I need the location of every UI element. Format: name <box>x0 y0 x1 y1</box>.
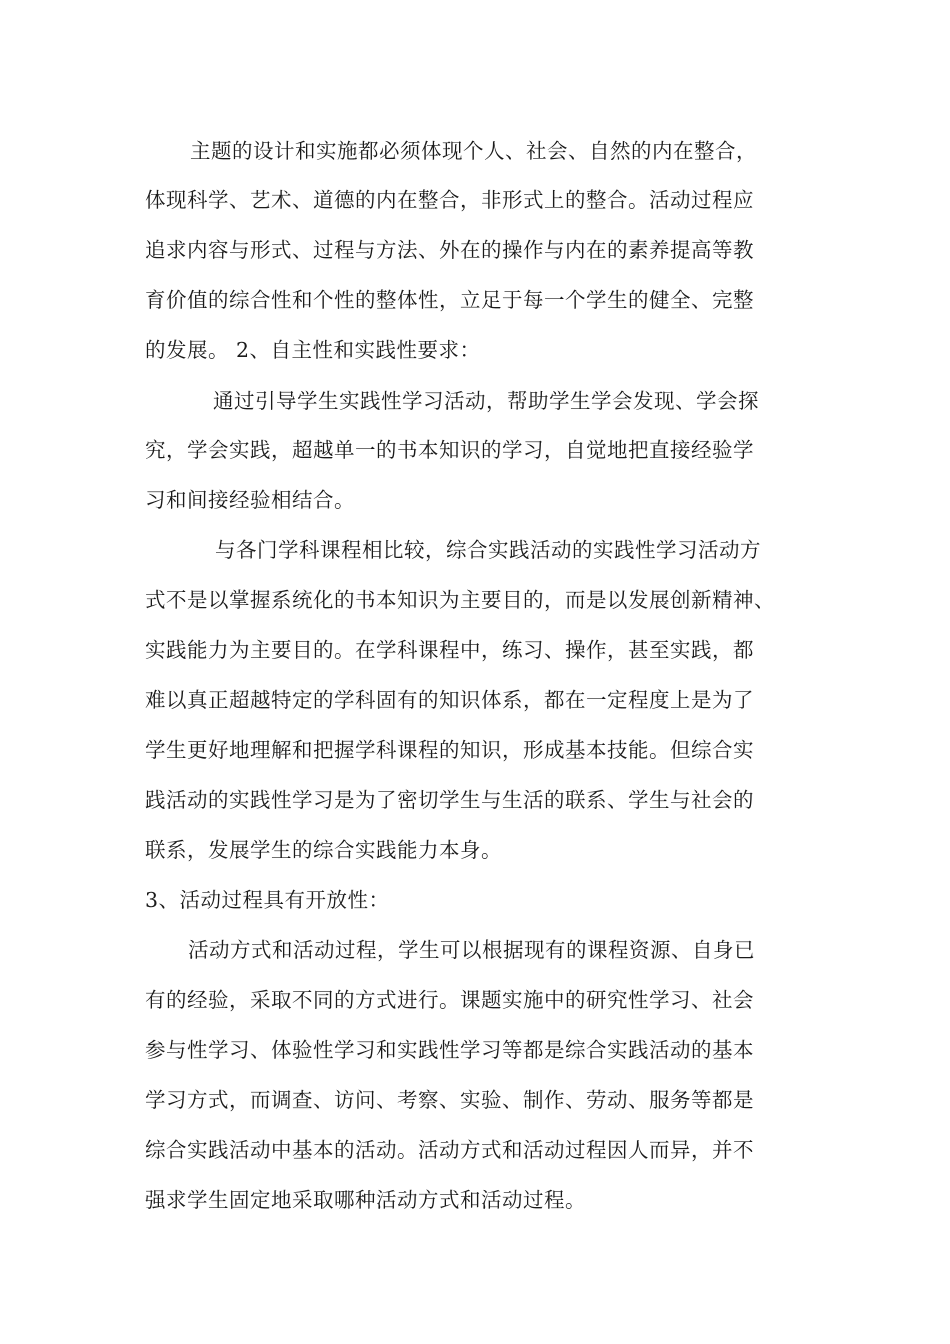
text-line-3: 追求内容与形式、过程与方法、外在的操作与内在的素养提高等教 <box>145 238 754 262</box>
text-line-20: 学习方式，而调查、访问、考察、实验、制作、劳动、服务等都是 <box>145 1088 754 1112</box>
text-line-12: 难以真正超越特定的学科固有的知识体系，都在一定程度上是为了 <box>145 688 754 712</box>
text-line-8: 习和间接经验相结合。 <box>145 488 355 512</box>
text-line-14: 践活动的实践性学习是为了密切学生与生活的联系、学生与社会的 <box>145 788 754 812</box>
text-line-15: 联系，发展学生的综合实践能力本身。 <box>145 838 502 862</box>
text-line-9: 与各门学科课程相比较，综合实践活动的实践性学习活动方 <box>215 538 761 562</box>
text-line-7: 究，学会实践，超越单一的书本知识的学习，自觉地把直接经验学 <box>145 438 754 462</box>
text-line-2: 体现科学、艺术、道德的内在整合，非形式上的整合。活动过程应 <box>145 188 754 212</box>
text-line-10: 式不是以掌握系统化的书本知识为主要目的，而是以发展创新精神、 <box>145 588 775 612</box>
text-line-19: 参与性学习、体验性学习和实践性学习等都是综合实践活动的基本 <box>145 1038 754 1062</box>
text-line-4: 育价值的综合性和个性的整体性，立足于每一个学生的健全、完整 <box>145 288 754 312</box>
text-line-1: 主题的设计和实施都必须体现个人、社会、自然的内在整合， <box>190 139 757 163</box>
text-line-5: 的发展。 2、自主性和实践性要求： <box>145 338 481 362</box>
text-line-6: 通过引导学生实践性学习活动，帮助学生学会发现、学会探 <box>213 389 759 413</box>
text-line-21: 综合实践活动中基本的活动。活动方式和活动过程因人而异，并不 <box>145 1138 754 1162</box>
text-line-13: 学生更好地理解和把握学科课程的知识，形成基本技能。但综合实 <box>145 738 754 762</box>
text-line-18: 有的经验，采取不同的方式进行。课题实施中的研究性学习、社会 <box>145 988 754 1012</box>
section-heading-3: 3、活动过程具有开放性： <box>145 888 390 912</box>
text-line-17: 活动方式和活动过程，学生可以根据现有的课程资源、自身已 <box>188 938 755 962</box>
text-line-22: 强求学生固定地采取哪种活动方式和活动过程。 <box>145 1188 586 1212</box>
text-line-11: 实践能力为主要目的。在学科课程中，练习、操作，甚至实践，都 <box>145 638 754 662</box>
